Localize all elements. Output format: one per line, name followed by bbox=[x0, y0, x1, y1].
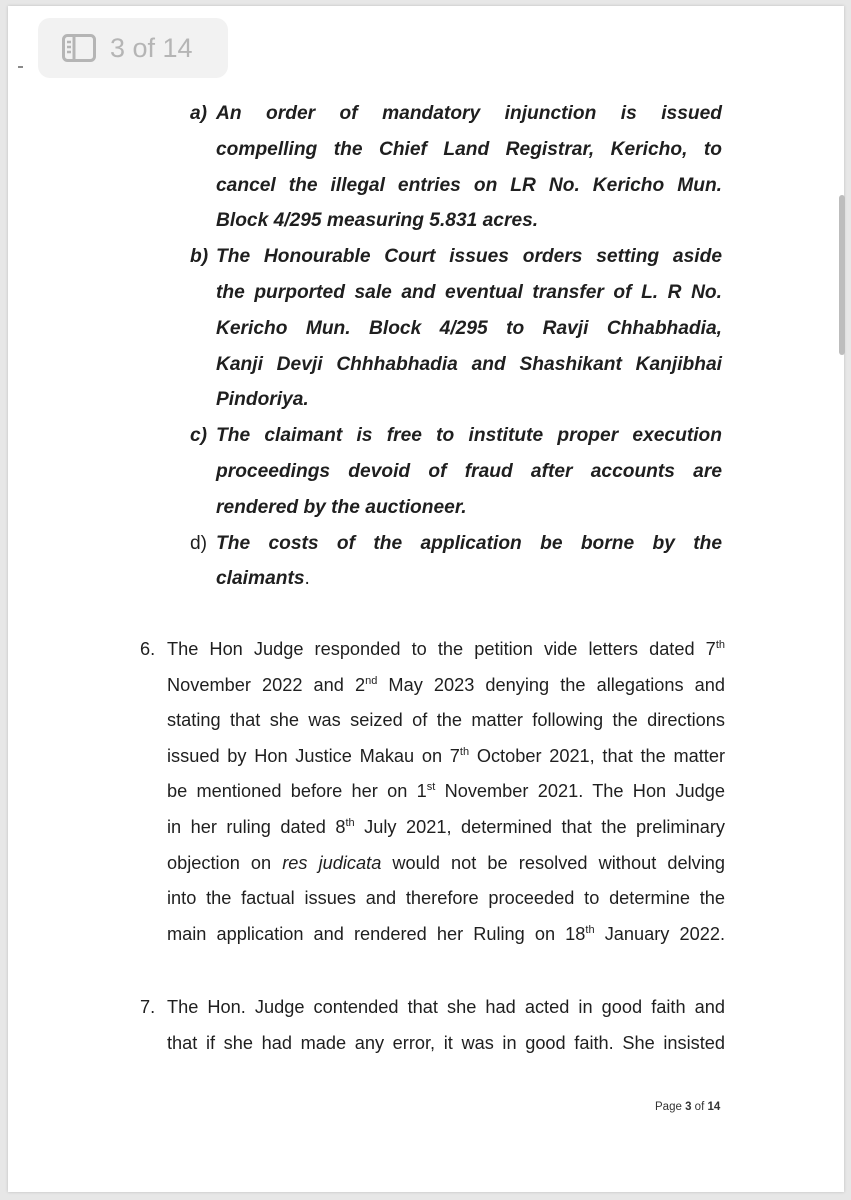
paragraph-number: 7. bbox=[140, 997, 156, 1017]
text-segment: The Hon Judge responded to the petition vide letters dated 7 bbox=[167, 639, 716, 659]
superscript: nd bbox=[365, 674, 378, 687]
order-label: b) bbox=[190, 246, 209, 268]
footer-page-word: Page bbox=[655, 1101, 682, 1113]
text-segment: issued by Hon Justice Makau on 7 bbox=[167, 745, 460, 766]
paragraph-text bbox=[167, 990, 725, 1061]
order-line: compelling the Chief Land Registrar, Kericho, to bbox=[216, 138, 722, 160]
text-segment: January 2022. bbox=[594, 923, 725, 944]
order-line: Kericho Mun. Block 4/295 to Ravji Chhabhadia, bbox=[216, 317, 722, 339]
superscript: th bbox=[345, 816, 355, 829]
scrollbar-thumb[interactable] bbox=[839, 195, 845, 355]
text-segment: October 2021, that the matter bbox=[469, 745, 725, 766]
text-segment: that if she had made any error, it was in good faith. She insisted bbox=[167, 1032, 725, 1053]
page-indicator-badge[interactable] bbox=[38, 18, 228, 78]
order-line: cancel the illegal entries on LR No. Kericho Mun. bbox=[216, 174, 722, 196]
text-segment: July 2021, determined that the preliminary bbox=[354, 816, 725, 837]
paragraph-6 bbox=[140, 632, 725, 952]
text-segment: November 2022 and 2 bbox=[167, 674, 366, 695]
order-label: a) bbox=[190, 103, 208, 124]
text-segment: The Hon. Judge contended that she had acted in good faith and bbox=[167, 997, 725, 1017]
paragraph-text bbox=[167, 632, 725, 952]
order-line: proceedings devoid of fraud after accounts are bbox=[216, 460, 722, 482]
order-line: claimants bbox=[216, 568, 305, 590]
order-line: Kanji Devji Chhhabhadia and Shashikant Kanjibhai bbox=[216, 353, 722, 375]
text-segment: objection on bbox=[167, 852, 283, 873]
italic-term: res judicata bbox=[282, 852, 382, 873]
page-footer bbox=[655, 1101, 720, 1113]
footer-total-pages: 14 bbox=[707, 1101, 721, 1113]
order-line: Pindoriya. bbox=[216, 389, 309, 411]
sidebar-icon bbox=[62, 34, 96, 62]
text-segment: main application and rendered her Ruling on 18 bbox=[167, 923, 586, 944]
paragraph-7 bbox=[140, 990, 725, 1061]
text-segment: in her ruling dated 8 bbox=[167, 816, 346, 837]
footer-of-word: of bbox=[694, 1101, 705, 1113]
text-segment: stating that she was seized of the matter following the directions bbox=[167, 710, 725, 731]
order-line: The claimant is free to institute proper execution bbox=[216, 425, 722, 447]
order-item-b bbox=[190, 239, 722, 418]
text-segment: would not be resolved without delving bbox=[381, 852, 725, 873]
superscript: th bbox=[585, 923, 595, 936]
superscript: st bbox=[426, 781, 436, 794]
order-line: Block 4/295 measuring 5.831 acres. bbox=[216, 210, 539, 232]
order-item-d bbox=[190, 526, 722, 598]
order-item-c bbox=[190, 418, 722, 525]
order-line: The costs of the application be borne by the bbox=[216, 532, 722, 554]
paragraph-number: 6. bbox=[140, 639, 156, 659]
text-segment: into the factual issues and therefore proceeded to determine the bbox=[167, 888, 725, 909]
footer-current-page: 3 bbox=[685, 1101, 692, 1113]
order-line-tail: . bbox=[304, 568, 310, 590]
text-segment: November 2021. The Hon Judge bbox=[435, 781, 725, 802]
order-line: the purported sale and eventual transfer of L. R No. bbox=[216, 281, 722, 303]
order-line: The Honourable Court issues orders setting aside bbox=[216, 246, 722, 268]
order-line: rendered by the auctioneer. bbox=[216, 496, 467, 518]
text-segment: May 2023 denying the allegations and bbox=[377, 674, 725, 695]
order-label: d) bbox=[190, 532, 208, 554]
order-line: An order of mandatory injunction is issued bbox=[216, 103, 722, 124]
superscript: th bbox=[715, 639, 725, 651]
text-segment: be mentioned before her on 1 bbox=[167, 781, 427, 802]
order-label: c) bbox=[190, 425, 208, 447]
margin-mark bbox=[18, 66, 23, 68]
page-indicator-text: 3 of 14 bbox=[110, 32, 193, 63]
order-item-a bbox=[190, 96, 722, 239]
order-list bbox=[190, 96, 722, 597]
superscript: th bbox=[459, 745, 470, 758]
